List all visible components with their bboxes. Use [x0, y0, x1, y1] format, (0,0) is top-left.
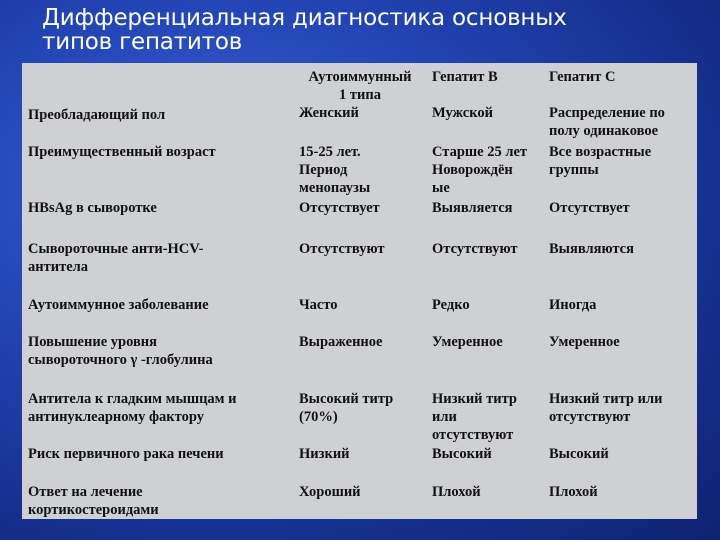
- cell-antibodies-hepatitis-b: Низкий титр или отсутствуют: [432, 391, 517, 443]
- slide-title-line-1: Дифференциальная диагностика основных: [42, 5, 567, 31]
- cell-age-hepatitis-b: Старше 25 лет Новорождён ые: [432, 144, 528, 196]
- column-header-hepatitis-c: Гепатит С: [549, 69, 616, 85]
- row-label-predominant-age: Преимущественный возраст: [28, 144, 216, 160]
- cell-hbsag-hepatitis-c: Отсутствует: [549, 200, 630, 216]
- cell-cancer-risk-autoimmune: Низкий: [299, 446, 350, 462]
- row-label-predominant-sex: Преобладающий пол: [28, 107, 166, 123]
- cell-anti-hcv-autoimmune: Отсутствуют: [299, 241, 385, 257]
- cell-response-hepatitis-b: Плохой: [432, 484, 481, 500]
- cell-gamma-globulin-hepatitis-c: Умеренное: [549, 334, 620, 350]
- slide-title: [42, 6, 567, 54]
- column-header-autoimmune-line-1: Аутоиммунный: [308, 69, 412, 85]
- slide-title-line-2: типов гепатитов: [42, 29, 243, 55]
- cell-gamma-globulin-autoimmune: Выраженное: [299, 334, 383, 350]
- cell-autoimmune-disease-hepatitis-b: Редко: [432, 297, 470, 313]
- cell-cancer-risk-hepatitis-c: Высокий: [549, 446, 609, 462]
- cell-anti-hcv-hepatitis-c: Выявляются: [549, 241, 634, 257]
- column-header-autoimmune: [294, 68, 426, 104]
- cell-gamma-globulin-hepatitis-b: Умеренное: [432, 334, 503, 350]
- cell-cancer-risk-hepatitis-b: Высокий: [432, 446, 492, 462]
- cell-hbsag-autoimmune: Отсутствует: [299, 200, 380, 216]
- cell-sex-hepatitis-b: Мужской: [432, 105, 494, 121]
- row-label-autoimmune-disease: Аутоиммунное заболевание: [28, 297, 209, 313]
- cell-sex-autoimmune: Женский: [299, 105, 359, 121]
- row-label-gamma-globulin: Повышение уровня сывороточного γ -глобулина: [28, 334, 213, 368]
- column-header-autoimmune-line-2: 1 типа: [339, 87, 381, 103]
- cell-antibodies-hepatitis-c: Низкий титр или отсутствуют: [549, 391, 663, 425]
- cell-response-autoimmune: Хороший: [299, 484, 361, 500]
- cell-age-hepatitis-c: Все возрастные группы: [549, 144, 652, 178]
- cell-anti-hcv-hepatitis-b: Отсутствуют: [432, 241, 518, 257]
- cell-autoimmune-disease-autoimmune: Часто: [299, 297, 338, 313]
- row-label-anti-hcv: Сывороточные анти-HCV- антитела: [28, 241, 204, 275]
- column-header-hepatitis-b: Гепатит В: [432, 69, 498, 85]
- cell-antibodies-autoimmune: Высокий титр (70%): [299, 391, 394, 425]
- cell-sex-hepatitis-c: Распределение по полу одинаковое: [549, 105, 665, 139]
- diagnosis-table: [22, 63, 697, 519]
- row-label-liver-cancer-risk: Риск первичного рака печени: [28, 446, 224, 462]
- row-label-smooth-muscle-antibodies: Антитела к гладким мышцам и антинуклеарному фактору: [28, 391, 237, 425]
- cell-autoimmune-disease-hepatitis-c: Иногда: [549, 297, 597, 313]
- row-label-hbsag: HBsAg в сыворотке: [28, 200, 157, 216]
- cell-response-hepatitis-c: Плохой: [549, 484, 598, 500]
- cell-hbsag-hepatitis-b: Выявляется: [432, 200, 513, 216]
- row-label-corticosteroid-response: Ответ на лечение кортикостероидами: [28, 484, 159, 518]
- cell-age-autoimmune: 15-25 лет. Период менопаузы: [299, 144, 371, 196]
